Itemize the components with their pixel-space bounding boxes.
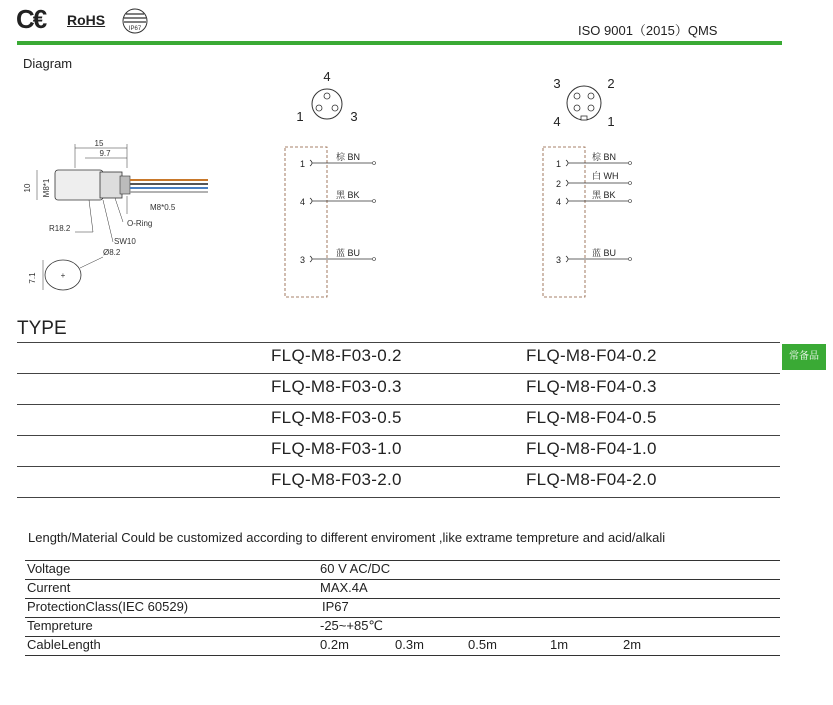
- f04-wire-label: 黑 BK: [592, 190, 616, 200]
- ip67-text: IP67: [128, 26, 142, 32]
- type-f04: FLQ-M8-F04-0.3: [526, 377, 657, 396]
- f04-wire-label: 棕 BN: [592, 152, 617, 162]
- dim-m8x1: M8*1: [42, 178, 51, 198]
- type-f03: FLQ-M8-F03-0.5: [271, 408, 402, 427]
- diagram-title: Diagram: [23, 56, 73, 71]
- f04-wire-num: 4: [556, 197, 562, 207]
- o-ring-label: O-Ring: [127, 219, 153, 228]
- spec-label: Voltage: [27, 561, 71, 576]
- spec-row: [25, 579, 780, 598]
- spec-label: Tempreture: [27, 618, 93, 633]
- f04-wire-label: 白 WH: [592, 171, 619, 181]
- f03-pinout: [280, 66, 390, 126]
- f04-wiring: [540, 144, 650, 300]
- spec-label: Current: [27, 580, 71, 595]
- cable-length-value: 0.2m: [320, 637, 349, 652]
- f03-wire-num: 3: [300, 255, 306, 265]
- f03-pin-4: 4: [323, 69, 331, 84]
- f03-wire-label: 黑 BK: [336, 190, 360, 200]
- row-divider: [17, 497, 780, 498]
- dim-9-7: 9.7: [99, 149, 111, 158]
- type-row: [17, 373, 780, 404]
- f04-wire-label: 蓝 BU: [592, 248, 617, 258]
- dim-10: 10: [23, 183, 32, 193]
- header-divider: [17, 41, 782, 45]
- type-f04: FLQ-M8-F04-1.0: [526, 439, 657, 458]
- dim-o8-2: Ø8.2: [103, 248, 121, 257]
- type-f03: FLQ-M8-F03-0.2: [271, 346, 402, 365]
- dim-sw10: SW10: [114, 237, 136, 246]
- dim-m8x0-5: M8*0.5: [150, 203, 176, 212]
- ce-mark: C€: [16, 4, 46, 34]
- f03-wire-label: 蓝 BU: [336, 248, 361, 258]
- spec-row: [25, 636, 780, 655]
- f04-pin-3: 3: [553, 76, 561, 91]
- type-f03: FLQ-M8-F03-0.3: [271, 377, 402, 396]
- dim-7-1: 7.1: [28, 272, 37, 284]
- spec-value: MAX.4A: [320, 580, 368, 595]
- f04-pin-4: 4: [553, 114, 561, 129]
- dim-15: 15: [94, 139, 104, 148]
- f04-wire-num: 1: [556, 159, 562, 169]
- ip67-seal-icon: [118, 8, 152, 34]
- spec-value: IP67: [322, 599, 349, 614]
- f03-wiring: [282, 144, 392, 300]
- f03-wire-num: 4: [300, 197, 306, 207]
- spec-divider: [25, 655, 780, 656]
- cable-length-value: 1m: [550, 637, 569, 652]
- dim-plus: +: [60, 271, 66, 280]
- spec-value: -25~+85℃: [320, 618, 384, 633]
- f03-pin-3: 3: [350, 109, 358, 124]
- type-row: [17, 435, 780, 466]
- type-f04: FLQ-M8-F04-2.0: [526, 470, 657, 489]
- cable-length-value: 0.5m: [468, 637, 497, 652]
- type-f04: FLQ-M8-F04-0.5: [526, 408, 657, 427]
- cable-length-value: 2m: [623, 637, 642, 652]
- f03-wire-num: 1: [300, 159, 306, 169]
- connector-drawing: [15, 138, 215, 298]
- f04-pin-1: 1: [607, 114, 615, 129]
- spec-row: [25, 617, 780, 636]
- rohs-mark: RoHS: [67, 12, 106, 28]
- type-row: [17, 342, 780, 373]
- spec-row: [25, 598, 780, 617]
- f04-pinout: [545, 70, 635, 130]
- f03-pin-1: 1: [296, 109, 304, 124]
- f04-wire-num: 2: [556, 179, 562, 189]
- cable-length-value: 0.3m: [395, 637, 424, 652]
- iso-label: ISO 9001（2015）QMS: [578, 23, 718, 38]
- type-f04: FLQ-M8-F04-0.2: [526, 346, 657, 365]
- type-f03: FLQ-M8-F03-2.0: [271, 470, 402, 489]
- f04-pin-2: 2: [607, 76, 615, 91]
- spec-value: 60 V AC/DC: [320, 561, 391, 576]
- cable-length-label: CableLength: [27, 637, 101, 652]
- spec-row: [25, 560, 780, 579]
- type-row: [17, 466, 780, 497]
- dim-r18-2: R18.2: [49, 224, 71, 233]
- f04-wire-num: 3: [556, 255, 562, 265]
- spec-label: ProtectionClass(IEC 60529): [27, 599, 189, 614]
- f03-wire-label: 棕 BN: [336, 152, 361, 162]
- customization-note: Length/Material Could be customized according to different enviroment ,like extrame tempreture and acid/alkali: [28, 530, 666, 545]
- type-title: TYPE: [17, 318, 67, 339]
- type-row: [17, 404, 780, 435]
- stock-badge: 常备品: [782, 344, 826, 370]
- type-f03: FLQ-M8-F03-1.0: [271, 439, 402, 458]
